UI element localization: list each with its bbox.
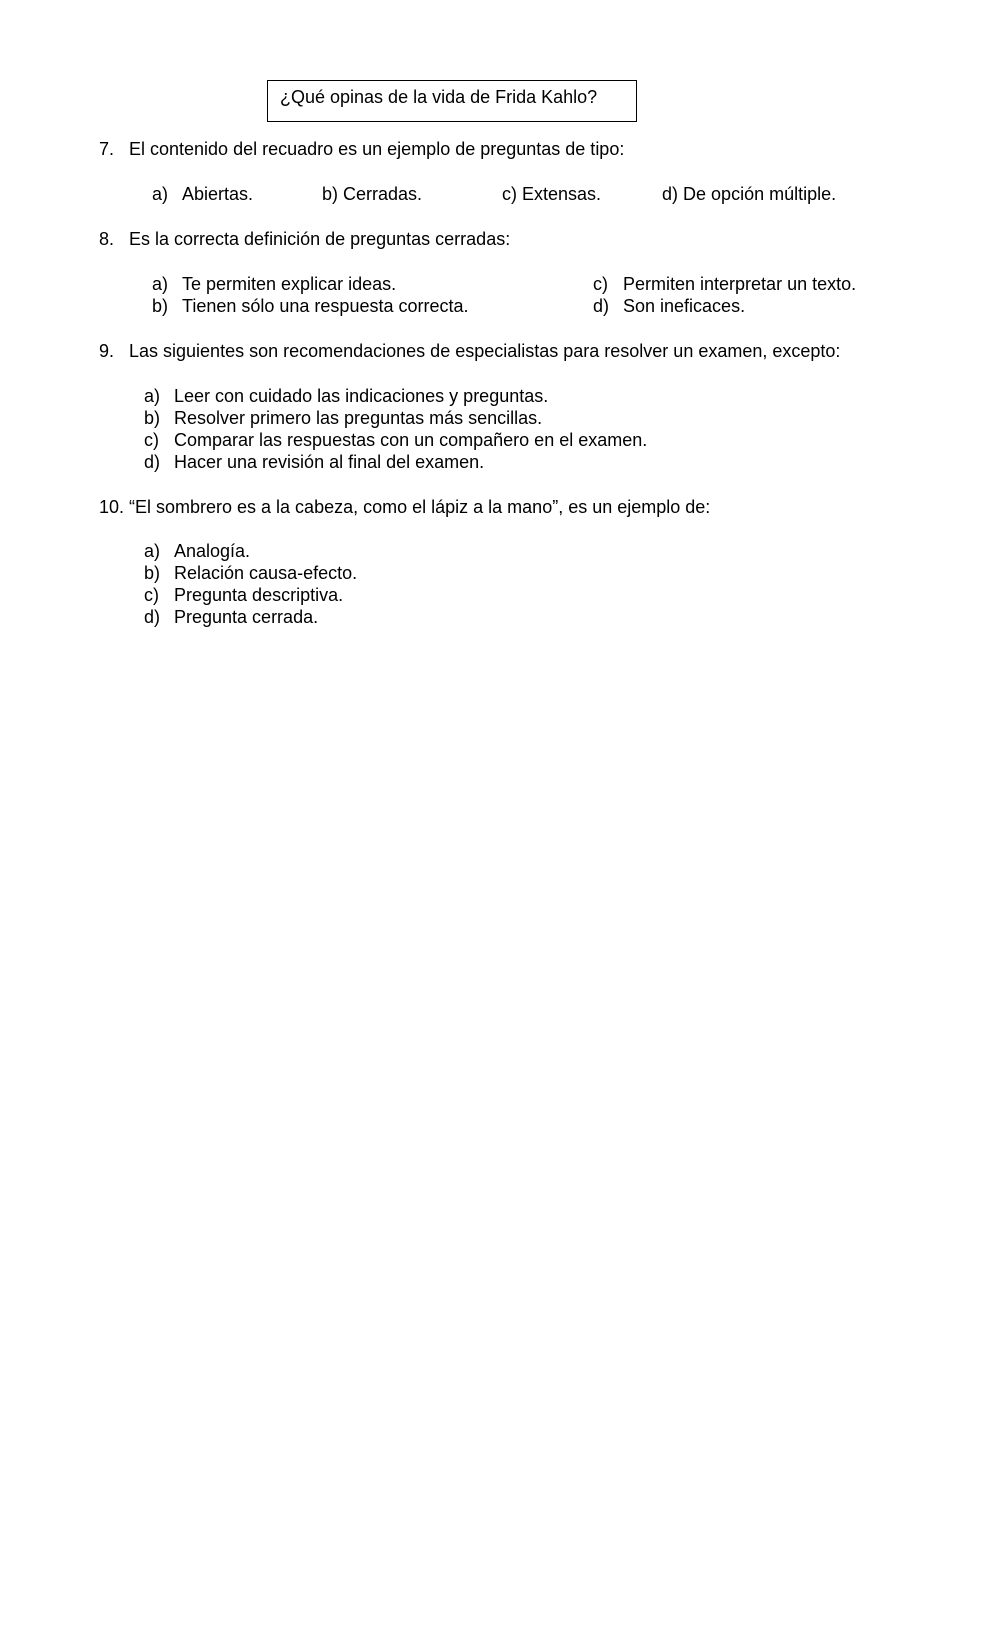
option-letter: a) (144, 386, 161, 406)
option-text: Permiten interpretar un texto. (623, 274, 857, 294)
question-number: 9. (99, 341, 115, 361)
option-text: Resolver primero las preguntas más sencillas. (174, 408, 543, 428)
option-text: Cerradas. (343, 184, 423, 204)
question-text: Es la correcta definición de preguntas cerradas: (129, 229, 511, 249)
option-letter: a) (144, 541, 161, 561)
option-text: Comparar las respuestas con un compañero en el examen. (174, 430, 648, 450)
option-text: De opción múltiple. (683, 184, 837, 204)
option-letter: b) (152, 296, 169, 316)
option-text: Son ineficaces. (623, 296, 746, 316)
question-number: 10. (99, 497, 125, 517)
option-10a[interactable] (144, 541, 250, 562)
option-8c[interactable] (593, 274, 856, 295)
option-letter: c) (144, 430, 159, 450)
option-text: Leer con cuidado las indicaciones y preguntas. (174, 386, 549, 406)
option-10c[interactable] (144, 585, 343, 606)
option-letter: d) (662, 184, 679, 204)
option-9b[interactable] (144, 408, 542, 429)
question-7 (99, 139, 624, 160)
option-9d[interactable] (144, 452, 484, 473)
option-letter: a) (152, 274, 169, 294)
option-letter: c) (593, 274, 608, 294)
option-8d[interactable] (593, 296, 745, 317)
option-text: Te permiten explicar ideas. (182, 274, 397, 294)
question-text: “El sombrero es a la cabeza, como el lápiz a la mano”, es un ejemplo de: (129, 497, 711, 517)
option-letter: b) (144, 563, 161, 583)
option-letter: b) (144, 408, 161, 428)
question-number: 7. (99, 139, 115, 159)
option-10d[interactable] (144, 607, 318, 628)
question-8 (99, 229, 510, 250)
option-text: Hacer una revisión al final del examen. (174, 452, 485, 472)
option-text: Tienen sólo una respuesta correcta. (182, 296, 469, 316)
option-9a[interactable] (144, 386, 548, 407)
option-text: Abiertas. (182, 184, 254, 204)
option-7a[interactable] (152, 184, 253, 205)
option-text: Pregunta cerrada. (174, 607, 319, 627)
option-text: Relación causa-efecto. (174, 563, 358, 583)
option-8b[interactable] (152, 296, 469, 317)
question-text: Las siguientes son recomendaciones de especialistas para resolver un examen, excepto: (129, 341, 841, 361)
question-10 (99, 497, 710, 518)
question-text: El contenido del recuadro es un ejemplo de preguntas de tipo: (129, 139, 625, 159)
option-text: Analogía. (174, 541, 251, 561)
option-letter: d) (144, 607, 161, 627)
option-letter: d) (144, 452, 161, 472)
question-number: 8. (99, 229, 115, 249)
option-letter: d) (593, 296, 610, 316)
question-9 (99, 341, 840, 362)
option-letter: a) (152, 184, 169, 204)
option-letter: c) (144, 585, 159, 605)
option-8a[interactable] (152, 274, 396, 295)
option-7b[interactable] (322, 184, 422, 205)
option-9c[interactable] (144, 430, 647, 451)
option-7c[interactable] (502, 184, 601, 205)
option-7d[interactable] (662, 184, 836, 205)
option-text: Pregunta descriptiva. (174, 585, 344, 605)
quote-box-text: ¿Qué opinas de la vida de Frida Kahlo? (280, 87, 598, 107)
option-letter: b) (322, 184, 339, 204)
option-10b[interactable] (144, 563, 357, 584)
option-letter: c) (502, 184, 517, 204)
quote-box (267, 80, 637, 122)
option-text: Extensas. (522, 184, 602, 204)
